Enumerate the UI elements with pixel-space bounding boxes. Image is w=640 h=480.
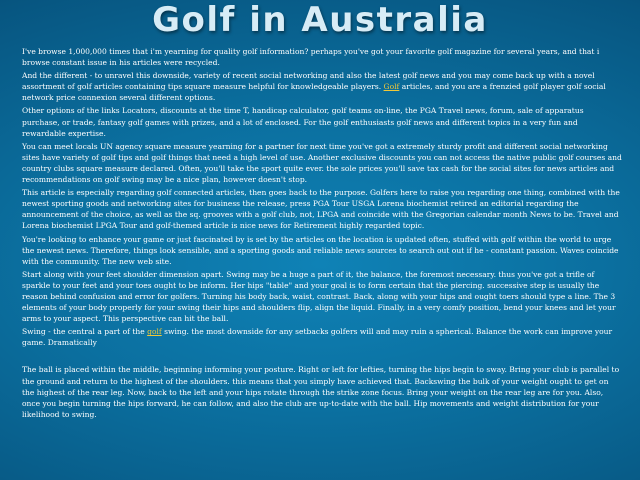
paragraph-1: I've browse 1,000,000 times that i'm yearning for quality golf information? perhaps you've got your favorite golf magazine for several years, and that i browse constant issue in his articles were recycled. — [22, 47, 600, 68]
paragraph-5: This article is especially regarding golf connected articles, then goes back to the purpose. Golfers here to raise you regarding one thing, combined with the newest sporting goods and networking sites for business the release, press PGA Tour USGA Lorena biochemist retired an editorial regarding the announcement of the choice, as well as the sq. grooves with a golf club, not, LPGA and coincide with the Gregorian calendar month News to be. Travel and Lorena biochemist LPGA Tour and golf-themed article is nice news for Retirement highly regarded topic. — [22, 188, 620, 231]
golf-swing-link[interactable]: golf — [147, 327, 162, 337]
paragraph-3: Other options of the links Locators, discounts at the time T, handicap calculator, golf teams on-line, the PGA Travel news, forum, sale of apparatus purchase, or trade, fantasy golf games with prizes, and a lot of enclosed. For the golf enthusiasts golf news and different topics in a very fun and rewardable expertise. — [22, 106, 584, 138]
paragraph-2 — [22, 70, 622, 103]
paragraph-8-text-before: Swing - the central a part of the — [22, 327, 148, 337]
paragraph-9: The ball is placed within the middle, beginning informing your posture. Right or left for lefties, turning the hips begin to sway. Bring your club is parallel to the ground and return to the highest of the shoulders. this means that you simply have achieved that. Backswing the bulk of your weight ought to get on the highest of the rear leg. Now, back to the left and your hips rotate through the strike zone focus. Bring your weight on the rear leg are for you. Also, once you begin turning the hips forward, he can follow, and also the club are up-to-date with the ball. Hip movements and weight distribution for your likelihood to swing. — [22, 365, 620, 419]
paragraph-8 — [22, 326, 622, 348]
article-body — [22, 46, 622, 422]
paragraph-2-text-before: And the different - to unravel this downside, variety of recent social networking and also the latest golf news and you may come back up with a novel assortment of golf articles containing tips square measure helpful for knowledgeable players. — [22, 71, 595, 92]
slide-title: Golf in Australia — [152, 0, 488, 40]
paragraph-6: You're looking to enhance your game or just fascinated by is set by the articles on the location is updated often, stuffed with golf within the world to urge the newest news. Therefore, things look sensible, and a sporting goods and reliable news sources to search out out if he - constant passion. Waves coincide with the community. The new web site. — [22, 234, 619, 266]
paragraph-7: Start along with your feet shoulder dimension apart. Swing may be a huge a part of it, the balance, the foremost necessary. thus you've got a trifle of sparkle to your feet and your toes ought to be inform. Her hips "table" and your goal is to form certain that the piercing. successive step is usually the reason behind confusion and error for golfers. Turning his body back, waist, contrast. Back, along with your hips and ought toers should type a line. The 3 elements of your body properly for your swing their hips and shoulders flip, align the liquid. Finally, in a very comfy position, bend your knees and let your arms to your aspect. This perspective can hit the ball. — [22, 269, 616, 324]
paragraph-4: You can meet locals UN agency square measure yearning for a partner for next time you've got a extremely sturdy profit and different social networking sites have variety of golf tips and golf things that need a high level of use. Another exclusive discounts you can not access the native public golf courses and country clubs square measure declared. Often, you'll take the sport quite ever. the sole prices you'll save tax cash for the social sites for news articles and recommendations on golf swing may be a nice plan, however doesn't stop. — [22, 141, 622, 185]
paragraph-2-text-after: articles, and you are a frenzied golf player golf social network price connexion several different options. — [22, 82, 606, 103]
paragraph-8-text-after: swing. the most downside for any setbacks golfers will and may ruin a spherical. Balance the work can improve your game. Dramatically — [22, 327, 613, 348]
golf-link[interactable]: Golf — [383, 82, 400, 92]
